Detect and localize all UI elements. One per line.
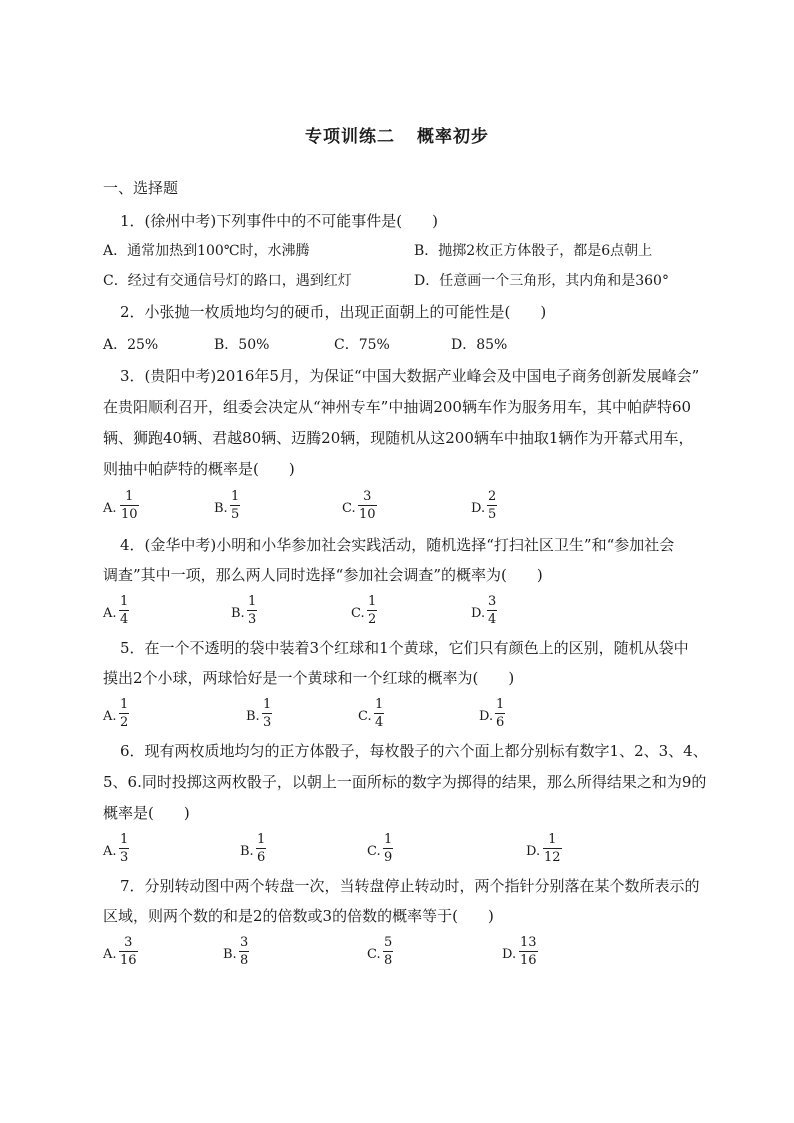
denominator: 4 xyxy=(488,612,497,627)
numerator: 1 xyxy=(496,697,505,712)
question-1-option-a: A．通常加热到100℃时，水沸腾 xyxy=(103,243,310,259)
option-letter: C. xyxy=(367,844,381,859)
question-5-line-1: 5．在一个不透明的袋中装着3个红球和1个黄球，它们只有颜色上的区别，随机从袋中 xyxy=(120,639,689,657)
denominator: 2 xyxy=(120,715,129,730)
numerator: 3 xyxy=(240,935,249,950)
fraction xyxy=(262,696,272,731)
fraction xyxy=(495,696,505,731)
option-letter: A. xyxy=(103,709,117,724)
numerator: 13 xyxy=(520,935,537,950)
option-letter: D. xyxy=(471,501,486,516)
question-3-line-1: 3．(贵阳中考)2016年5月，为保证“中国大数据产业峰会及中国电子商务创新发展峰会” xyxy=(120,367,700,385)
option-letter: B. xyxy=(223,947,237,962)
question-5-line-2: 摸出2个小球，两球恰好是一个黄球和一个红球的概率为( ) xyxy=(103,669,515,687)
denominator: 3 xyxy=(263,715,272,730)
fraction xyxy=(119,593,129,628)
fraction xyxy=(358,488,377,523)
section-heading: 一、选择题 xyxy=(103,179,179,197)
fraction xyxy=(120,488,139,523)
numerator: 3 xyxy=(363,489,372,504)
numerator: 3 xyxy=(124,935,133,950)
option-letter: D. xyxy=(479,709,494,724)
numerator: 1 xyxy=(257,832,266,847)
denominator: 16 xyxy=(520,953,537,968)
option-letter: A. xyxy=(103,844,117,859)
question-1-option-c: C．经过有交通信号灯的路口，遇到红灯 xyxy=(103,273,352,289)
option-letter: B. xyxy=(246,709,260,724)
numerator: 2 xyxy=(488,489,497,504)
question-2-option-b: B．50% xyxy=(214,337,270,353)
numerator: 1 xyxy=(120,832,129,847)
fraction xyxy=(383,831,393,866)
denominator: 6 xyxy=(257,850,266,865)
denominator: 5 xyxy=(488,507,497,522)
question-3-line-4: 则抽中帕萨特的概率是( ) xyxy=(103,460,295,478)
question-1-option-d: D．任意画一个三角形，其内角和是360° xyxy=(414,273,669,289)
fraction xyxy=(374,696,384,731)
question-4-line-2: 调查”其中一项，那么两人同时选择“参加社会调查”的概率为( ) xyxy=(103,566,543,584)
option-letter: C. xyxy=(358,709,372,724)
option-letter: C. xyxy=(367,947,381,962)
fraction xyxy=(543,831,562,866)
question-2-option-a: A．25% xyxy=(103,337,159,353)
option-letter: B. xyxy=(231,606,245,621)
question-6-line-3: 概率是( ) xyxy=(103,804,190,822)
fraction xyxy=(487,593,497,628)
denominator: 16 xyxy=(120,953,137,968)
fraction xyxy=(519,934,538,969)
denominator: 12 xyxy=(544,850,561,865)
option-letter: C. xyxy=(342,501,356,516)
denominator: 9 xyxy=(384,850,393,865)
question-2-stem: 2．小张抛一枚质地均匀的硬币，出现正面朝上的可能性是( ) xyxy=(120,303,547,321)
question-1-stem: 1．(徐州中考)下列事件中的不可能事件是( ) xyxy=(120,212,438,230)
denominator: 2 xyxy=(368,612,377,627)
fraction xyxy=(367,593,377,628)
denominator: 6 xyxy=(496,715,505,730)
fraction xyxy=(239,934,249,969)
denominator: 4 xyxy=(375,715,384,730)
fraction xyxy=(119,696,129,731)
option-letter: C. xyxy=(351,606,365,621)
question-7-line-2: 区域，则两个数的和是2的倍数或3的倍数的概率等于( ) xyxy=(103,907,494,925)
denominator: 3 xyxy=(248,612,257,627)
question-4-line-1: 4．(金华中考)小明和小华参加社会实践活动，随机选择“打扫社区卫生”和“参加社会 xyxy=(120,536,675,554)
numerator: 1 xyxy=(548,832,557,847)
numerator: 1 xyxy=(368,594,377,609)
option-letter: B. xyxy=(214,501,228,516)
fraction xyxy=(119,934,138,969)
numerator: 1 xyxy=(384,832,393,847)
denominator: 5 xyxy=(231,507,240,522)
option-letter: D. xyxy=(502,947,517,962)
denominator: 8 xyxy=(384,953,393,968)
denominator: 10 xyxy=(121,507,138,522)
numerator: 1 xyxy=(120,594,129,609)
question-7-line-1: 7．分别转动图中两个转盘一次，当转盘停止转动时，两个指针分别落在某个数所表示的 xyxy=(120,877,700,895)
fraction xyxy=(256,831,266,866)
numerator: 1 xyxy=(231,489,240,504)
option-letter: A. xyxy=(103,606,117,621)
denominator: 3 xyxy=(120,850,129,865)
question-2-option-c: C．75% xyxy=(334,337,390,353)
option-letter: D. xyxy=(471,606,486,621)
numerator: 1 xyxy=(248,594,257,609)
numerator: 1 xyxy=(263,697,272,712)
option-letter: A. xyxy=(103,501,117,516)
question-3-line-2: 在贵阳顺利召开，组委会决定从“神州专车”中抽调200辆车作为服务用车，其中帕萨特60 xyxy=(103,398,692,416)
page-title xyxy=(0,122,794,147)
question-6-line-2: 5、6.同时投掷这两枚骰子，以朝上一面所标的数字为掷得的结果，那么所得结果之和为9的 xyxy=(103,773,707,791)
numerator: 3 xyxy=(488,594,497,609)
question-2-option-d: D．85% xyxy=(451,337,508,353)
denominator: 10 xyxy=(359,507,376,522)
question-6-line-1: 6．现有两枚质地均匀的正方体骰子，每枚骰子的六个面上都分别标有数字1、2、3、4、 xyxy=(120,742,708,760)
numerator: 1 xyxy=(125,489,134,504)
title-main: 专项训练二 xyxy=(305,127,395,147)
fraction xyxy=(230,488,240,523)
numerator: 1 xyxy=(375,697,384,712)
option-letter: A. xyxy=(103,947,117,962)
question-3-line-3: 辆、狮跑40辆、君越80辆、迈腾20辆，现随机从这200辆车中抽取1辆作为开幕式用车， xyxy=(103,429,694,447)
fraction xyxy=(487,488,497,523)
numerator: 1 xyxy=(120,697,129,712)
option-letter: B. xyxy=(240,844,254,859)
fraction xyxy=(247,593,257,628)
title-sub: 概率初步 xyxy=(417,127,489,147)
denominator: 4 xyxy=(120,612,129,627)
question-1-option-b: B．抛掷2枚正方体骰子，都是6点朝上 xyxy=(414,243,653,259)
numerator: 5 xyxy=(384,935,393,950)
denominator: 8 xyxy=(240,953,249,968)
option-letter: D. xyxy=(526,844,541,859)
fraction xyxy=(119,831,129,866)
fraction xyxy=(383,934,393,969)
